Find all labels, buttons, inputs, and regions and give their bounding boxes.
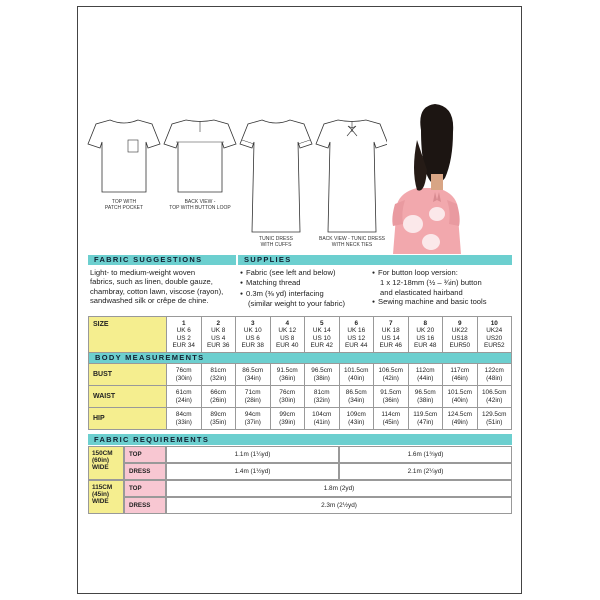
measure-cell: 86.5cm (34in) bbox=[236, 364, 271, 386]
measure-cell: 129.5cm (51in) bbox=[477, 408, 512, 430]
type-dress: DRESS bbox=[124, 463, 166, 480]
measure-cell: 106.5cm (42in) bbox=[374, 364, 409, 386]
model-back-photo bbox=[387, 100, 465, 254]
size-row bbox=[89, 317, 512, 353]
fabric-line: sandwashed silk or crêpe de chine. bbox=[90, 296, 209, 306]
supplies-col1 bbox=[240, 268, 345, 309]
width-label-150: 150CM (60in) WIDE bbox=[88, 446, 124, 480]
measure-cell: 104cm (41in) bbox=[305, 408, 340, 430]
fabric-line: Light- to medium-weight woven bbox=[90, 268, 196, 277]
body-measurements-heading: BODY MEASUREMENTS bbox=[89, 353, 512, 364]
measure-cell: 119.5cm (47in) bbox=[408, 408, 443, 430]
measure-cell: 91.5cm (36in) bbox=[270, 364, 305, 386]
measure-cell: 101.5cm (40in) bbox=[339, 364, 374, 386]
fabric-suggestions-heading: FABRIC SUGGESTIONS bbox=[88, 255, 236, 265]
measurement-row-waist bbox=[89, 386, 512, 408]
size-cell: 6 UK 16 US 12 EUR 44 bbox=[339, 317, 374, 353]
req-115-top: 1.8m (2yd) bbox=[166, 480, 512, 497]
measure-cell: 114cm (45in) bbox=[374, 408, 409, 430]
req-115-dress: 2.3m (2½yd) bbox=[166, 497, 512, 514]
supply-item: and elasticated hairband bbox=[380, 287, 463, 297]
size-cell: 2 UK 8 US 4 EUR 36 bbox=[201, 317, 236, 353]
caption-back-tunic: BACK VIEW - TUNIC DRESS WITH NECK TIES bbox=[318, 236, 386, 248]
caption-back-top: BACK VIEW - TOP WITH BUTTON LOOP bbox=[169, 199, 231, 211]
measure-cell: 61cm (24in) bbox=[167, 386, 202, 408]
size-cell: 7 UK 18 US 14 EUR 46 bbox=[374, 317, 409, 353]
req-150-dress-large: 2.1m (2¼yd) bbox=[339, 463, 512, 480]
sketch-back-top-button-loop bbox=[162, 118, 238, 198]
size-table bbox=[88, 316, 512, 430]
size-cell: 5 UK 14 US 10 EUR 42 bbox=[305, 317, 340, 353]
req-150-top-large: 1.6m (1¾yd) bbox=[339, 446, 512, 463]
req-150-dress-small: 1.4m (1½yd) bbox=[166, 463, 339, 480]
measure-cell: 96.5cm (38in) bbox=[408, 386, 443, 408]
measure-cell: 96.5cm (38in) bbox=[305, 364, 340, 386]
measure-cell: 124.5cm (49in) bbox=[443, 408, 478, 430]
row-label: WAIST bbox=[89, 386, 167, 408]
measure-cell: 81cm (32in) bbox=[305, 386, 340, 408]
supply-item: ● Fabric (see left and below) bbox=[240, 268, 345, 278]
type-top: TOP bbox=[124, 480, 166, 497]
type-dress: DRESS bbox=[124, 497, 166, 514]
supply-item: 1 x 12-18mm (½ – ¾in) button bbox=[380, 278, 482, 288]
supplies-col2 bbox=[372, 268, 487, 308]
supply-item: ● Sewing machine and basic tools bbox=[372, 297, 487, 307]
measure-cell: 84cm (33in) bbox=[167, 408, 202, 430]
measure-cell: 89cm (35in) bbox=[201, 408, 236, 430]
measure-cell: 112cm (44in) bbox=[408, 364, 443, 386]
size-cell: 1 UK 6 US 2 EUR 34 bbox=[167, 317, 202, 353]
caption-tunic-dress: TUNIC DRESS WITH CUFFS bbox=[259, 236, 293, 248]
sketch-back-tunic-neck-ties bbox=[314, 118, 390, 236]
measure-cell: 106.5cm (42in) bbox=[477, 386, 512, 408]
fabric-suggestions-text bbox=[90, 268, 223, 306]
measure-cell: 109cm (43in) bbox=[339, 408, 374, 430]
measure-cell: 71cm (28in) bbox=[236, 386, 271, 408]
measurement-row-bust bbox=[89, 364, 512, 386]
row-label: HIP bbox=[89, 408, 167, 430]
measure-cell: 122cm (48in) bbox=[477, 364, 512, 386]
fabric-requirements-heading: FABRIC REQUIREMENTS bbox=[88, 434, 512, 445]
supply-item: (similar weight to your fabric) bbox=[248, 299, 346, 309]
type-top: TOP bbox=[124, 446, 166, 463]
size-label: SIZE bbox=[89, 317, 167, 353]
fabric-line: chambray, cotton lawn, viscose (rayon), bbox=[90, 286, 224, 296]
measure-cell: 117cm (46in) bbox=[443, 364, 478, 386]
size-cell: 4 UK 12 US 8 EUR 40 bbox=[270, 317, 305, 353]
sketch-tunic-dress-cuffs bbox=[238, 118, 314, 236]
fabric-line: fabrics, such as linen, double gauze, bbox=[90, 277, 213, 287]
measure-cell: 76cm (30in) bbox=[270, 386, 305, 408]
req-150-top-small: 1.1m (1¼yd) bbox=[166, 446, 339, 463]
measurement-row-hip bbox=[89, 408, 512, 430]
size-cell: 9 UK22 US18 EUR50 bbox=[443, 317, 478, 353]
supply-item: ● Matching thread bbox=[240, 278, 345, 288]
size-cell: 3 UK 10 US 6 EUR 38 bbox=[236, 317, 271, 353]
width-label-115: 115CM (45in) WIDE bbox=[88, 480, 124, 514]
size-cell: 8 UK 20 US 16 EUR 48 bbox=[408, 317, 443, 353]
measure-cell: 91.5cm (36in) bbox=[374, 386, 409, 408]
measure-cell: 86.5cm (34in) bbox=[339, 386, 374, 408]
measure-cell: 81cm (32in) bbox=[201, 364, 236, 386]
measure-cell: 66cm (26in) bbox=[201, 386, 236, 408]
caption-top-pocket: TOP WITH PATCH POCKET bbox=[104, 199, 144, 211]
row-label: BUST bbox=[89, 364, 167, 386]
measure-cell: 76cm (30in) bbox=[167, 364, 202, 386]
measure-cell: 101.5cm (40in) bbox=[443, 386, 478, 408]
size-cell: 10 UK24 US20 EUR52 bbox=[477, 317, 512, 353]
measure-cell: 94cm (37in) bbox=[236, 408, 271, 430]
supplies-heading: SUPPLIES bbox=[238, 255, 512, 265]
sketch-top-pocket bbox=[86, 118, 162, 198]
supply-item: ● 0.3m (⅜ yd) interfacing bbox=[240, 289, 345, 299]
measure-cell: 99cm (39in) bbox=[270, 408, 305, 430]
supply-item: ● For button loop version: bbox=[372, 268, 487, 278]
